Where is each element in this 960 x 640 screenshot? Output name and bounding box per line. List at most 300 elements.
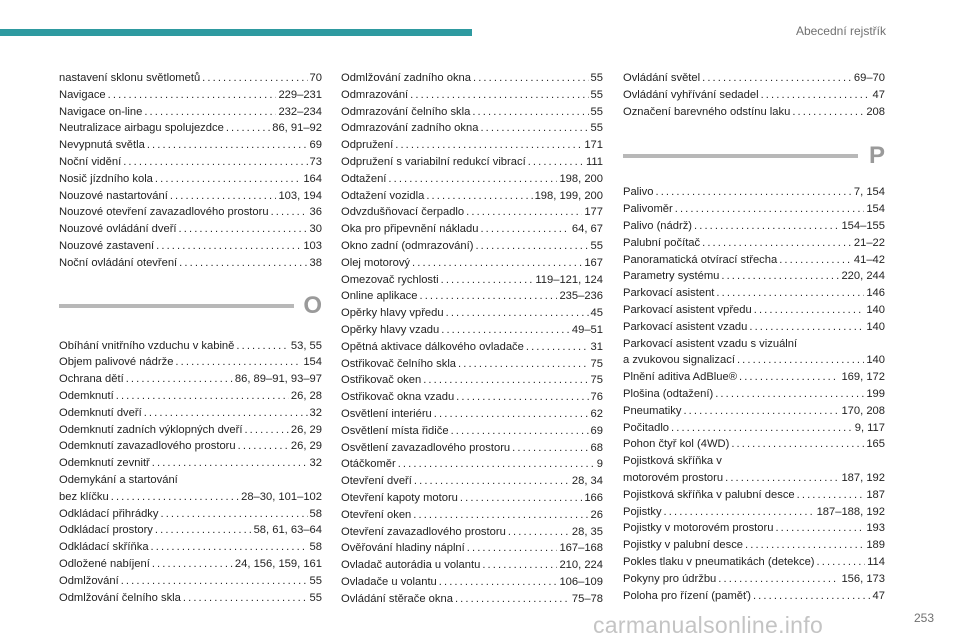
index-entry <box>341 272 603 289</box>
index-entry <box>341 456 603 473</box>
index-entry <box>341 490 603 507</box>
dot-leader <box>410 87 588 104</box>
dot-leader <box>434 406 589 423</box>
index-entry-pages: 7, 154 <box>853 186 885 199</box>
index-entry <box>341 423 603 440</box>
dot-leader <box>147 137 308 154</box>
index-entry-pages: 170, 208 <box>841 404 885 417</box>
index-entry-term: Pojistky <box>623 505 662 518</box>
index-entry-term: Nevypnutá světla <box>59 139 145 152</box>
dot-leader <box>817 554 866 571</box>
index-entry <box>341 221 603 238</box>
index-entry-pages: 55 <box>590 88 603 101</box>
index-entry-pages: 32 <box>309 406 322 419</box>
dot-leader <box>725 470 839 487</box>
index-entry <box>341 238 603 255</box>
index-entry-term: Nouzové nastartování <box>59 189 168 202</box>
index-entry-term: Palubní počítač <box>623 236 701 249</box>
dot-leader <box>111 489 239 506</box>
index-entry-term: Odkládací skříňka <box>59 541 149 554</box>
entry-group <box>623 352 885 453</box>
dot-leader <box>792 104 864 121</box>
dot-leader <box>226 120 270 137</box>
index-entry-pages: 165 <box>866 438 885 451</box>
index-entry <box>623 436 885 453</box>
dot-leader <box>512 440 588 457</box>
index-entry-pages: 140 <box>866 354 885 367</box>
index-entry-pages: 47 <box>872 88 885 101</box>
dot-leader <box>446 305 589 322</box>
index-entry-term: Ostřikovač oken <box>341 374 422 387</box>
index-entry-term: Opěrky hlavy vpředu <box>341 307 444 320</box>
index-entry <box>59 221 322 238</box>
index-entry-pages: 62 <box>590 407 603 420</box>
index-entry <box>59 590 322 607</box>
dot-leader <box>715 386 864 403</box>
index-entry-term: Odtažení <box>341 172 387 185</box>
index-entry <box>59 422 322 439</box>
dot-leader <box>745 537 864 554</box>
index-entry-term: Obíhání vnitřního vzduchu v kabině <box>59 339 235 352</box>
index-entry-pages: 45 <box>590 307 603 320</box>
index-entry-pages: 75 <box>590 374 603 387</box>
index-entry-pages: 53, 55 <box>290 339 322 352</box>
dot-leader <box>423 372 588 389</box>
dot-leader <box>161 506 308 523</box>
index-entry-pages: 28, 34 <box>571 475 603 488</box>
dot-leader <box>155 171 301 188</box>
index-entry-pages: 30 <box>309 223 322 236</box>
index-entry <box>341 322 603 339</box>
entry-group <box>623 184 885 335</box>
index-column-3 <box>623 70 885 604</box>
index-entry-term: Pojistky v motorovém prostoru <box>623 522 774 535</box>
dot-leader <box>702 70 852 87</box>
index-entry <box>341 389 603 406</box>
index-entry-term: Noční vidění <box>59 155 122 168</box>
dot-leader <box>761 87 871 104</box>
dot-leader <box>739 369 839 386</box>
index-entry-pages: 70 <box>309 72 322 84</box>
index-entry <box>623 235 885 252</box>
dot-leader <box>426 188 532 205</box>
index-entry <box>623 386 885 403</box>
index-entry-pages: 58 <box>309 541 322 554</box>
index-entry-pages: 49–51 <box>571 323 603 336</box>
index-entry <box>59 405 322 422</box>
index-entry-pages: 86, 91–92 <box>272 122 322 135</box>
dot-leader <box>480 120 588 137</box>
index-entry-pages: 140 <box>866 303 885 316</box>
index-entry <box>623 252 885 269</box>
index-entry <box>341 440 603 457</box>
index-entry <box>623 285 885 302</box>
index-entry-term: Ostřikovač čelního skla <box>341 357 457 370</box>
index-entry <box>59 371 322 388</box>
index-entry-text: Parkovací asistent vzadu s vizuální <box>623 337 798 350</box>
index-entry <box>59 87 322 104</box>
section-header-o <box>59 291 322 338</box>
index-entry <box>623 70 885 87</box>
index-entry-pages: 58 <box>309 507 322 520</box>
dot-leader <box>175 354 301 371</box>
index-entry-pages: 76 <box>590 391 603 404</box>
dot-leader <box>779 252 852 269</box>
index-entry-pages: 187, 192 <box>841 471 885 484</box>
index-entry <box>623 420 885 437</box>
index-entry-pages: 154 <box>303 356 322 369</box>
dot-leader <box>753 588 871 605</box>
index-entry-pages: 55 <box>590 105 603 118</box>
index-entry-pages: 55 <box>309 574 322 587</box>
index-entry-term: Nouzové zastavení <box>59 239 155 252</box>
index-entry-term: Odvzdušňovací čerpadlo <box>341 206 465 219</box>
index-entry-pages: 31 <box>590 340 603 353</box>
index-entry <box>341 154 603 171</box>
entry-group <box>623 70 885 120</box>
section-divider <box>623 154 858 158</box>
dot-leader <box>731 436 864 453</box>
index-entry-term: Plnění aditiva AdBlue® <box>623 371 737 384</box>
index-entry <box>59 438 322 455</box>
dot-leader <box>202 70 307 87</box>
index-entry-pages: 28, 35 <box>571 525 603 538</box>
dot-leader <box>460 490 582 507</box>
index-entry <box>623 104 885 121</box>
index-entry-term: Pojistková skříňka v palubní desce <box>623 488 795 501</box>
index-entry <box>59 506 322 523</box>
index-entry <box>59 120 322 137</box>
index-entry-term: Odmrazování zadního okna <box>341 122 479 135</box>
index-entry-term: Odmlžování čelního skla <box>59 591 181 604</box>
index-column-1 <box>59 70 322 606</box>
index-entry-term: Opěrky hlavy vzadu <box>341 323 440 336</box>
index-entry-pages: 119–121, 124 <box>535 273 603 286</box>
index-entry-term: Ochrana dětí <box>59 373 124 386</box>
index-entry-term: Oka pro připevnění nákladu <box>341 223 479 236</box>
index-entry-term: Nosič jízdního kola <box>59 172 153 185</box>
index-entry-pages: 193 <box>866 522 885 535</box>
index-entry <box>341 406 603 423</box>
index-entry-term: Ovládání světel <box>623 72 701 84</box>
index-entry-term: Odemknutí dveří <box>59 406 142 419</box>
index-entry-term: Odpružení s variabilní redukcí vibrací <box>341 155 526 168</box>
index-entry-pages: 106–109 <box>559 575 603 588</box>
index-entry <box>341 339 603 356</box>
index-entry-term: Osvětlení místa řidiče <box>341 424 449 437</box>
dot-leader <box>718 571 839 588</box>
index-entry-term: Ovladač autorádia u volantu <box>341 559 481 572</box>
index-entry-term: Odemknutí <box>59 389 114 402</box>
index-entry-term: Nouzové otevření zavazadlového prostoru <box>59 206 269 219</box>
index-entry <box>623 218 885 235</box>
index-entry-pages: 167 <box>584 256 603 269</box>
index-entry-pages: 166 <box>584 491 603 504</box>
index-entry-pages: 55 <box>590 239 603 252</box>
index-entry <box>623 403 885 420</box>
index-entry-term: Odmrazování <box>341 88 409 101</box>
dot-leader <box>475 238 588 255</box>
index-entry-pages: 55 <box>590 122 603 135</box>
index-entry-term: Pojistky v palubní desce <box>623 539 744 552</box>
index-entry <box>341 574 603 591</box>
index-entry <box>59 137 322 154</box>
dot-leader <box>526 339 589 356</box>
index-entry <box>623 487 885 504</box>
dot-leader <box>508 524 570 541</box>
dot-leader <box>458 356 589 373</box>
dot-leader <box>456 389 588 406</box>
index-entry-pages: 229–231 <box>278 88 322 101</box>
index-entry-term: Odtažení vozidla <box>341 189 425 202</box>
index-entry <box>341 540 603 557</box>
index-entry-term: Online aplikace <box>341 290 418 303</box>
index-entry-term: bez klíčku <box>59 490 109 503</box>
page-header-title: Abecední rejstřík <box>795 24 886 38</box>
dot-leader <box>664 504 815 521</box>
dot-leader <box>473 70 589 87</box>
index-entry-term: Pneumatiky <box>623 404 682 417</box>
index-entry-pages: 86, 89–91, 93–97 <box>234 373 322 386</box>
dot-leader <box>236 338 289 355</box>
index-entry-pages: 169, 172 <box>841 371 885 384</box>
index-entry <box>59 338 322 355</box>
index-entry <box>341 356 603 373</box>
index-entry-term: Otevření zavazadlového prostoru <box>341 525 506 538</box>
dot-leader <box>754 302 865 319</box>
dot-leader <box>152 455 308 472</box>
index-entry-term: Omezovač rychlosti <box>341 273 439 286</box>
index-entry <box>341 120 603 137</box>
index-entry-pages: 21–22 <box>853 236 885 249</box>
index-entry-pages: 9 <box>596 458 603 471</box>
index-entry-term: nastavení sklonu světlometů <box>59 72 201 84</box>
entry-group <box>59 338 322 472</box>
index-entry-term: Otevření dveří <box>341 475 412 488</box>
index-entry <box>59 255 322 272</box>
index-entry-pages: 26, 29 <box>290 440 322 453</box>
dot-leader <box>683 403 839 420</box>
index-entry <box>59 238 322 255</box>
index-entry-pages: 68 <box>590 441 603 454</box>
index-entry-pages: 164 <box>303 172 322 185</box>
index-entry-term: Odemknutí zevnitř <box>59 457 150 470</box>
index-entry-pages: 187 <box>866 488 885 501</box>
index-entry-term: Okno zadní (odmrazování) <box>341 239 474 252</box>
index-entry-pages: 9, 117 <box>854 421 885 434</box>
index-entry-pages: 198, 200 <box>559 172 603 185</box>
index-entry <box>341 372 603 389</box>
index-entry-pages: 47 <box>872 589 885 602</box>
index-entry-pages: 24, 156, 159, 161 <box>234 557 322 570</box>
index-entry-pages: 55 <box>309 591 322 604</box>
index-entry <box>623 470 885 487</box>
dot-leader <box>123 154 307 171</box>
dot-leader <box>179 255 307 272</box>
index-entry-term: Odpružení <box>341 139 394 152</box>
index-entry-pages: 26, 29 <box>290 423 322 436</box>
entry-group <box>341 70 603 608</box>
index-entry-pages: 55 <box>590 72 603 84</box>
index-entry <box>623 504 885 521</box>
dot-leader <box>395 137 582 154</box>
index-entry-term: Ovladače u volantu <box>341 575 437 588</box>
index-entry-pages: 73 <box>309 155 322 168</box>
index-entry <box>59 70 322 87</box>
dot-leader <box>156 238 301 255</box>
index-entry-term: Parkovací asistent vzadu <box>623 320 748 333</box>
index-entry-pages: 177 <box>584 206 603 219</box>
index-entry-term: Objem palivové nádrže <box>59 356 174 369</box>
dot-leader <box>716 285 864 302</box>
index-entry <box>59 522 322 539</box>
index-entry-term: Otevření oken <box>341 508 412 521</box>
dot-leader <box>480 221 569 238</box>
index-entry-pages: 41–42 <box>853 253 885 266</box>
dot-leader <box>388 171 557 188</box>
dot-leader <box>441 272 534 289</box>
index-entry-pages: 36 <box>309 206 322 219</box>
dot-leader <box>467 540 558 557</box>
dot-leader <box>116 388 289 405</box>
section-letter: O <box>303 291 322 319</box>
index-entry-term: Odložené nabíjení <box>59 557 150 570</box>
index-entry <box>59 556 322 573</box>
entry-group <box>59 489 322 607</box>
index-entry-pages: 187–188, 192 <box>816 505 885 518</box>
index-entry-pages: 75 <box>590 357 603 370</box>
index-entry <box>623 302 885 319</box>
dot-leader <box>126 371 233 388</box>
entry-group <box>59 70 322 272</box>
index-entry-pages: 171 <box>584 139 603 152</box>
index-entry-term: Označení barevného odstínu laku <box>623 105 791 118</box>
index-entry-text: Pojistková skříňka v <box>623 455 722 468</box>
dot-leader <box>238 438 289 455</box>
index-entry-term: Ovládání vyhřívání sedadel <box>623 88 759 101</box>
index-entry-term: Otáčkoměr <box>341 458 396 471</box>
index-entry-pages: 156, 173 <box>841 572 885 585</box>
index-entry <box>623 520 885 537</box>
index-entry <box>59 489 322 506</box>
dot-leader <box>121 573 308 590</box>
index-entry <box>341 591 603 608</box>
index-entry-pages: 26, 28 <box>290 389 322 402</box>
index-entry-pages: 199 <box>866 387 885 400</box>
dot-leader <box>749 319 864 336</box>
index-entry-term: motorovém prostoru <box>623 471 724 484</box>
index-entry <box>623 554 885 571</box>
dot-leader <box>737 352 864 369</box>
index-entry <box>623 201 885 218</box>
index-entry <box>341 255 603 272</box>
dot-leader <box>179 221 308 238</box>
dot-leader <box>170 188 277 205</box>
index-entry <box>59 188 322 205</box>
index-entry-term: Neutralizace airbagu spolujezdce <box>59 122 224 135</box>
index-entry-pages: 69 <box>590 424 603 437</box>
index-entry-pages: 111 <box>585 155 603 168</box>
dot-leader <box>482 557 557 574</box>
dot-leader <box>439 574 558 591</box>
index-entry-pages: 235–236 <box>559 290 603 303</box>
watermark: carmanualsonline.info <box>593 612 824 638</box>
index-entry <box>59 388 322 405</box>
index-entry <box>623 87 885 104</box>
dot-leader <box>466 204 582 221</box>
index-entry-pages: 154–155 <box>841 219 885 232</box>
index-entry <box>341 87 603 104</box>
index-entry-term: Odkládací přihrádky <box>59 507 159 520</box>
index-entry-term: Osvětlení interiéru <box>341 407 432 420</box>
index-entry-term: Nouzové ovládání dveří <box>59 223 177 236</box>
index-entry-term: Palivoměr <box>623 203 673 216</box>
index-entry-term: Panoramatická otvírací střecha <box>623 253 778 266</box>
index-entry-pages: 154 <box>866 203 885 216</box>
index-entry-term: Odmlžování zadního okna <box>341 72 471 84</box>
index-entry-term: Pohon čtyř kol (4WD) <box>623 438 730 451</box>
index-entry-term: Ovládání stěrače okna <box>341 592 453 605</box>
index-entry-term: Palivo <box>623 186 654 199</box>
section-divider <box>59 304 294 308</box>
index-entry-pages: 69 <box>309 139 322 152</box>
dot-leader <box>775 520 864 537</box>
dot-leader <box>702 235 852 252</box>
dot-leader <box>183 590 308 607</box>
index-entry-term: Odkládací prostory <box>59 524 153 537</box>
dot-leader <box>694 218 839 235</box>
dot-leader <box>451 423 589 440</box>
dot-leader <box>675 201 865 218</box>
index-entry-pages: 69–70 <box>853 72 885 84</box>
header-accent-bar <box>0 29 472 36</box>
index-entry <box>59 573 322 590</box>
index-entry-term: Pokyny pro údržbu <box>623 572 717 585</box>
dot-leader <box>144 104 276 121</box>
index-entry-term: Ostřikovač okna vzadu <box>341 391 455 404</box>
dot-leader <box>398 456 595 473</box>
index-entry <box>59 154 322 171</box>
index-entry-pages: 75–78 <box>571 592 603 605</box>
index-entry <box>341 70 603 87</box>
index-entry-term: Parkovací asistent <box>623 287 715 300</box>
index-entry-pages: 58, 61, 63–64 <box>253 524 322 537</box>
index-entry <box>341 137 603 154</box>
dot-leader <box>413 507 588 524</box>
section-header-p <box>623 142 885 188</box>
index-entry-pages: 189 <box>866 539 885 552</box>
index-entry-pages: 208 <box>866 105 885 118</box>
index-entry <box>623 369 885 386</box>
index-entry-pages: 28–30, 101–102 <box>241 490 322 503</box>
index-entry-term: Palivo (nádrž) <box>623 219 693 232</box>
dot-leader <box>144 405 308 422</box>
dot-leader <box>441 322 570 339</box>
index-entry <box>623 268 885 285</box>
index-entry <box>59 104 322 121</box>
index-entry-term: Noční ovládání otevření <box>59 256 178 269</box>
index-entry <box>341 188 603 205</box>
dot-leader <box>472 104 588 121</box>
section-letter: P <box>868 142 885 170</box>
dot-leader <box>108 87 277 104</box>
index-entry-term: a zvukovou signalizací <box>623 354 735 367</box>
index-entry <box>341 305 603 322</box>
index-entry <box>623 588 885 605</box>
index-entry-term: Pokles tlaku v pneumatikách (detekce) <box>623 555 815 568</box>
index-entry-pages: 64, 67 <box>571 223 603 236</box>
dot-leader <box>721 268 839 285</box>
